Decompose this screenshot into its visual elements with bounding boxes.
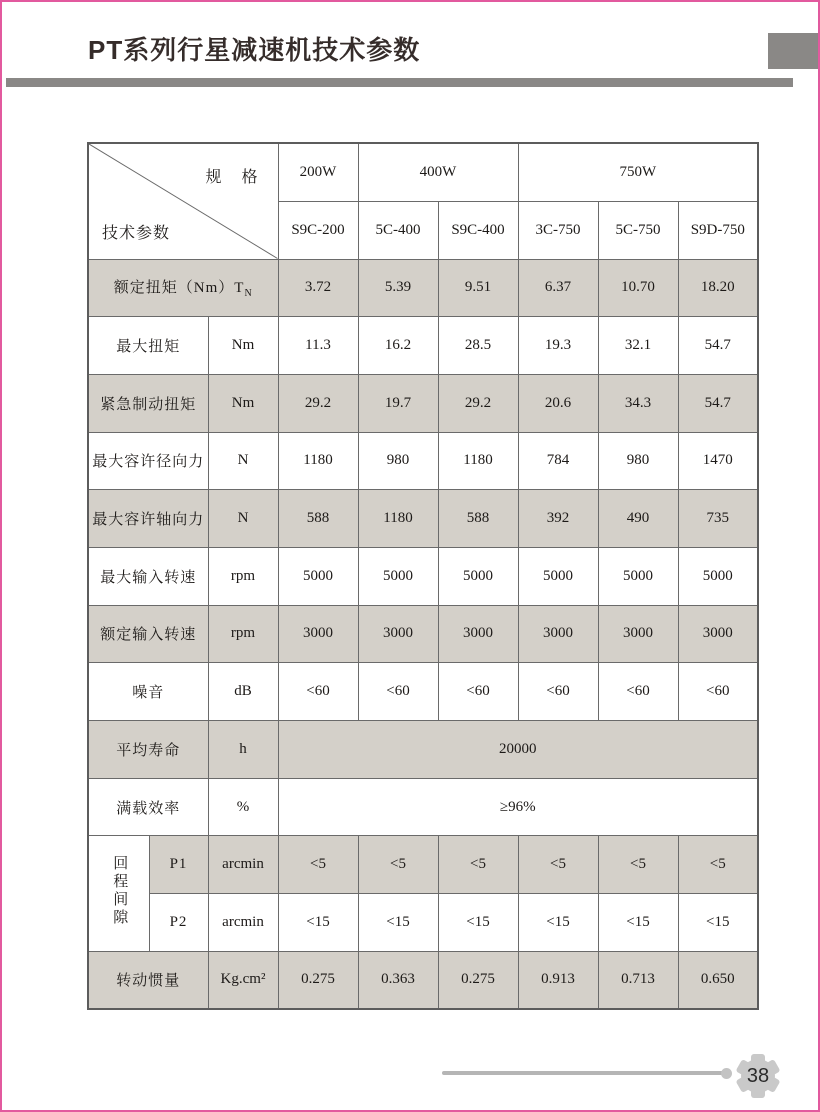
page-number: 38 [746,1064,770,1087]
value-cell: 10.70 [598,259,678,317]
value-cell: 490 [598,490,678,548]
value-cell: <60 [278,663,358,721]
value-cell: <15 [358,894,438,952]
row-label: P2 [149,894,208,952]
value-cell: 0.913 [518,951,598,1009]
table-corner-cell [88,143,278,259]
value-cell: 1180 [358,490,438,548]
row-unit: N [208,432,278,490]
value-cell: 5000 [358,547,438,605]
row-label: 最大容许径向力 [88,432,208,490]
row-label: 最大容许轴向力 [88,490,208,548]
row-unit: arcmin [208,836,278,894]
backlash-group-text: 回程间隙 [111,855,128,928]
row-unit: arcmin [208,894,278,952]
row-unit: Nm [208,317,278,375]
row-label: 最大扭矩 [88,317,208,375]
value-cell: 0.363 [358,951,438,1009]
value-cell: 1470 [678,432,758,490]
row-unit: Kg.cm² [208,951,278,1009]
row-unit: rpm [208,547,278,605]
value-cell: 3000 [678,605,758,663]
power-group-400w: 400W [358,143,518,201]
value-cell: 54.7 [678,374,758,432]
value-cell: 588 [438,490,518,548]
value-cell: 29.2 [438,374,518,432]
value-cell: 0.275 [278,951,358,1009]
model-header: 3C-750 [518,201,598,259]
row-label: 最大输入转速 [88,547,208,605]
value-cell: 0.713 [598,951,678,1009]
value-cell: 19.3 [518,317,598,375]
value-cell: 3000 [598,605,678,663]
value-cell: 392 [518,490,598,548]
value-cell: 34.3 [598,374,678,432]
value-cell: 5000 [438,547,518,605]
value-cell: 3.72 [278,259,358,317]
row-label: 满载效率 [88,778,208,836]
value-cell: <60 [358,663,438,721]
footer-rule-dot [721,1068,732,1079]
title-underline-bar [6,78,793,87]
model-header: S9D-750 [678,201,758,259]
value-cell: <15 [438,894,518,952]
footer-rule [442,1071,725,1075]
value-cell: 3000 [438,605,518,663]
model-header: S9C-400 [438,201,518,259]
value-cell: 588 [278,490,358,548]
value-cell: 11.3 [278,317,358,375]
value-cell: 0.650 [678,951,758,1009]
backlash-group-label [88,836,149,951]
value-cell: <5 [278,836,358,894]
row-unit: rpm [208,605,278,663]
value-cell: <5 [518,836,598,894]
value-cell: 5000 [678,547,758,605]
value-cell: 19.7 [358,374,438,432]
value-cell: <15 [278,894,358,952]
value-cell: 20.6 [518,374,598,432]
row-label: 平均寿命 [88,721,208,779]
power-group-200w: 200W [278,143,358,201]
row-unit: dB [208,663,278,721]
row-label: 紧急制动扭矩 [88,374,208,432]
value-cell: 1180 [278,432,358,490]
value-cell: 28.5 [438,317,518,375]
value-cell: <5 [598,836,678,894]
value-cell: <5 [678,836,758,894]
value-cell: 784 [518,432,598,490]
row-label: 额定输入转速 [88,605,208,663]
row-unit: N [208,490,278,548]
value-cell: 54.7 [678,317,758,375]
value-cell: 5000 [518,547,598,605]
value-cell: <60 [678,663,758,721]
value-cell: 32.1 [598,317,678,375]
row-unit: Nm [208,374,278,432]
page-title: PT系列行星减速机技术参数 [88,35,421,65]
corner-accent-block [768,33,819,69]
value-cell-merged: ≥96% [278,778,758,836]
value-cell: 3000 [518,605,598,663]
value-cell: <15 [598,894,678,952]
row-label: 转动惯量 [88,951,208,1009]
value-cell: 3000 [278,605,358,663]
value-cell: 9.51 [438,259,518,317]
model-header: 5C-400 [358,201,438,259]
rated-torque-subscript: N [244,288,253,300]
value-cell-merged: 20000 [278,721,758,779]
value-cell: 980 [598,432,678,490]
rated-torque-label: 额定扭矩（Nm）T [113,280,245,297]
model-header: S9C-200 [278,201,358,259]
value-cell: 18.20 [678,259,758,317]
value-cell: 5000 [278,547,358,605]
value-cell: <60 [518,663,598,721]
row-unit: h [208,721,278,779]
row-label: P1 [149,836,208,894]
row-label: 噪音 [88,663,208,721]
value-cell: 0.275 [438,951,518,1009]
value-cell: 5000 [598,547,678,605]
spec-table [87,142,759,1010]
value-cell: <5 [438,836,518,894]
value-cell: <15 [518,894,598,952]
value-cell: 16.2 [358,317,438,375]
value-cell: 6.37 [518,259,598,317]
corner-params-label: 技术参数 [102,224,171,242]
power-group-750w: 750W [518,143,758,201]
model-header: 5C-750 [598,201,678,259]
row-label [88,259,278,317]
value-cell: 1180 [438,432,518,490]
value-cell: <15 [678,894,758,952]
value-cell: <60 [598,663,678,721]
value-cell: 5.39 [358,259,438,317]
value-cell: 735 [678,490,758,548]
value-cell: 980 [358,432,438,490]
value-cell: <60 [438,663,518,721]
value-cell: 3000 [358,605,438,663]
row-unit: % [208,778,278,836]
value-cell: <5 [358,836,438,894]
corner-spec-label: 规 格 [205,169,260,186]
value-cell: 29.2 [278,374,358,432]
